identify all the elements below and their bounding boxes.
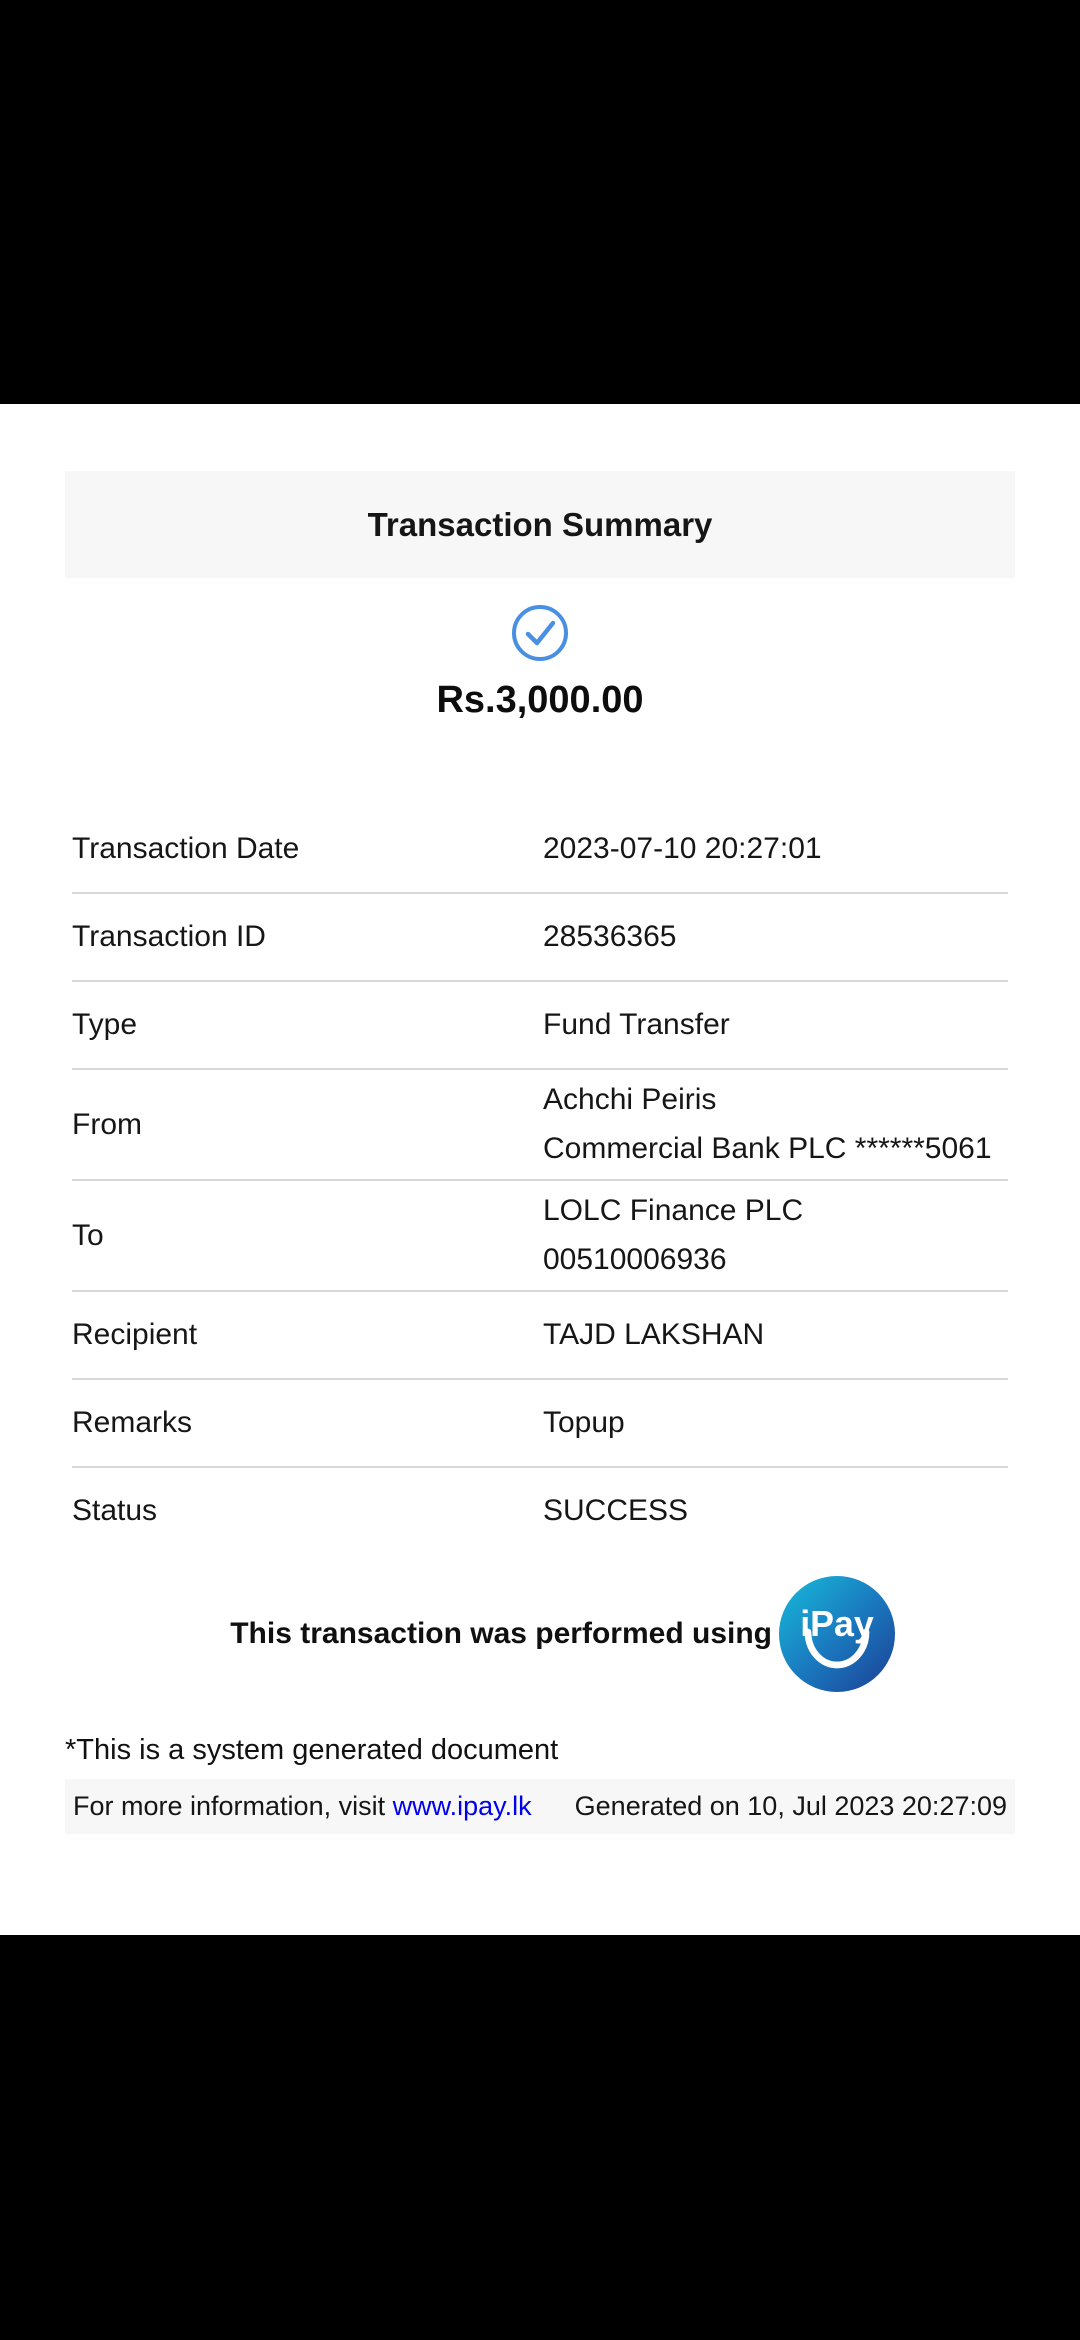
row-label: Recipient (72, 1318, 198, 1351)
ipay-website-link[interactable]: www.ipay.lk (392, 1791, 532, 1821)
footer-info (73, 1791, 532, 1822)
table-row-recipient (72, 1292, 1008, 1380)
row-value: 2023-07-10 20:27:01 (543, 832, 822, 865)
row-label: Status (72, 1494, 158, 1527)
table-row-from (72, 1070, 1008, 1181)
transaction-amount: Rs.3,000.00 (436, 679, 644, 721)
row-label: To (72, 1218, 104, 1252)
footer-bar (65, 1779, 1015, 1834)
table-row-transaction-date (72, 806, 1008, 894)
row-label: Transaction Date (72, 832, 300, 865)
table-row-type (72, 982, 1008, 1070)
row-label: From (72, 1107, 142, 1141)
system-generated-note: *This is a system generated document (65, 1734, 559, 1766)
table-row-to (72, 1181, 1008, 1292)
top-black-bar (0, 0, 1080, 404)
row-value: 28536365 (543, 920, 677, 953)
row-value: TAJD LAKSHAN (543, 1318, 765, 1351)
performed-using-label: This transaction was performed using (230, 1617, 772, 1650)
row-value: Topup (543, 1406, 625, 1439)
performed-using-section (0, 1574, 1080, 1694)
row-value: Achchi Peiris (543, 1083, 717, 1116)
success-status-area (0, 604, 1080, 667)
table-row-status (72, 1468, 1008, 1554)
row-value: LOLC Finance PLC (543, 1194, 804, 1227)
row-label: Remarks (72, 1406, 193, 1439)
table-row-remarks (72, 1380, 1008, 1468)
row-value: 00510006936 (543, 1243, 727, 1276)
receipt-header-banner (65, 471, 1015, 578)
row-label: Transaction ID (72, 920, 266, 953)
transaction-receipt (0, 404, 1080, 1935)
table-row-transaction-id (72, 894, 1008, 982)
row-label: Type (72, 1008, 138, 1041)
status-value: SUCCESS (543, 1494, 689, 1527)
ipay-logo-text: iPay (800, 1603, 874, 1644)
generated-timestamp: Generated on 10, Jul 2023 20:27:09 (574, 1791, 1007, 1821)
ipay-logo (779, 1576, 895, 1692)
details-table (72, 806, 1008, 1554)
footer-info-prefix: For more information, visit (73, 1791, 393, 1821)
page-title: Transaction Summary (367, 505, 713, 543)
row-value: Fund Transfer (543, 1008, 730, 1041)
row-value: Commercial Bank PLC ******5061 (543, 1132, 992, 1165)
bottom-black-bar (0, 1935, 1080, 2340)
check-circle-icon (511, 604, 569, 667)
